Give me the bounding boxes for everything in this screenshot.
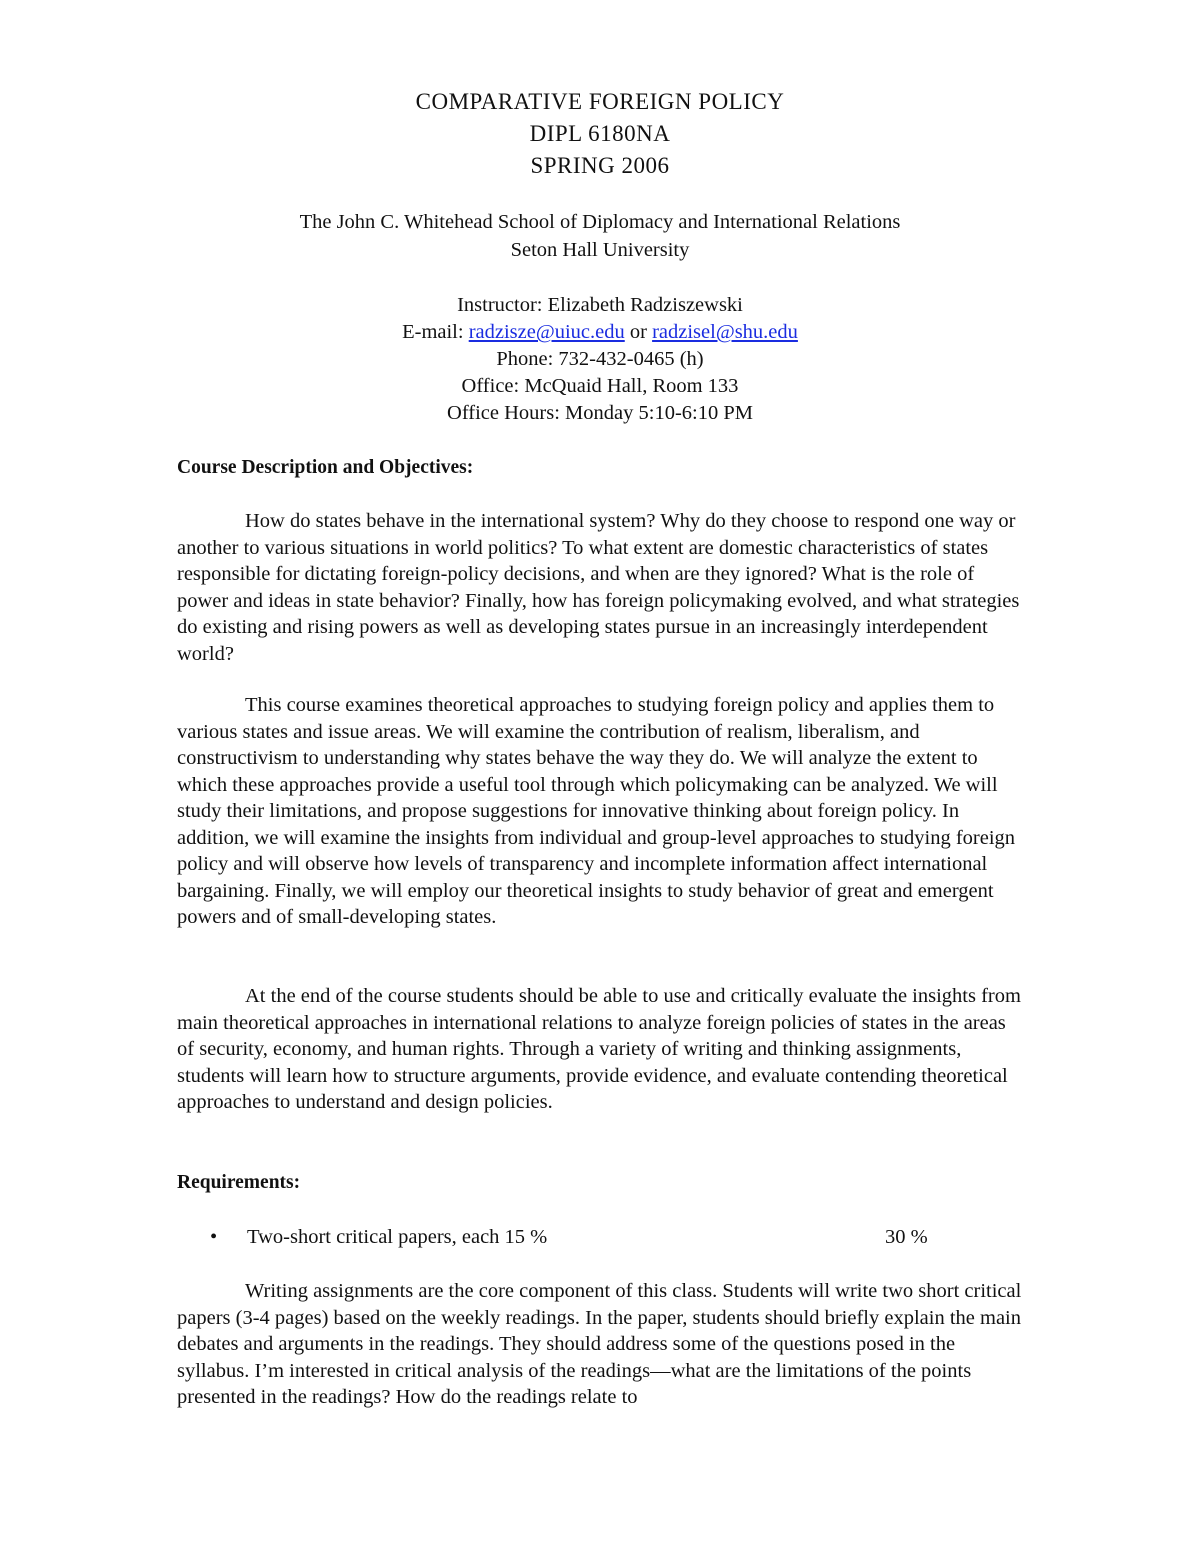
email-link-uiuc[interactable]: radzisze@uiuc.edu — [468, 321, 625, 343]
school-name: The John C. Whitehead School of Diplomacy and International Relations — [299, 211, 901, 233]
university-name: Seton Hall University — [510, 239, 690, 261]
bullet-icon: • — [210, 1226, 218, 1248]
description-paragraph-2: This course examines theoretical approaches to studying foreign policy and applies them to various states and issue areas. We will examine the contribution of realism, liberalism, and constructivism to understanding why states behave the way they do. We will analyze the extent to which these approaches provide a useful tool through which policymaking can be analyzed. We will study their limitations, and propose suggestions for innovative thinking about foreign policy. In addition, we will examine the insights from individual and group-level approaches to studying foreign policy and will observe how levels of transparency and incomplete information affect international bargaining. Finally, we will employ our theoretical insights to study behavior of great and emergent powers and of small-developing states. — [177, 694, 1016, 928]
course-header — [0, 86, 1200, 182]
description-paragraph-1: How do states behave in the international system? Why do they choose to respond one way or another to various situations in world politics? To what extent are domestic characteristics of states responsible for dictating foreign-policy decisions, and when are they ignored? What is the role of power and ideas in state behavior? Finally, how has foreign policymaking evolved, and what strategies do existing and rising powers as well as developing states pursue in an increasingly interdependent world? — [177, 510, 1020, 665]
email-link-shu[interactable]: radzisel@shu.edu — [652, 321, 798, 343]
email-line — [0, 319, 1200, 346]
instructor-name: Instructor: Elizabeth Radziszewski — [457, 294, 743, 316]
office-line: Office: McQuaid Hall, Room 133 — [461, 375, 739, 397]
description-heading: Course Description and Objectives: — [177, 457, 474, 478]
phone-line: Phone: 732-432-0465 (h) — [496, 348, 704, 370]
requirements-heading: Requirements: — [177, 1172, 301, 1193]
email-prefix: E-mail: — [402, 321, 469, 343]
description-paragraph-3: At the end of the course students should be able to use and critically evaluate the insights from main theoretical approaches in international relations to analyze foreign policies of states in the areas of security, economy, and human rights. Through a variety of writing and thinking assignments, students will learn how to structure arguments, provide evidence, and evaluate contending theoretical approaches to understand and design policies. — [177, 985, 1021, 1113]
office-hours-line: Office Hours: Monday 5:10-6:10 PM — [447, 402, 753, 424]
requirements-paragraph: Writing assignments are the core component of this class. Students will write two short critical papers (3-4 pages) based on the weekly readings. In the paper, students should briefly explain the main debates and arguments in the readings. They should address some of the questions posed in the syllabus. I’m interested in critical analysis of the readings—what are the limitations of the points presented in the readings? How do the readings relate to — [177, 1280, 1022, 1408]
requirement-weight: 30 % — [885, 1226, 928, 1248]
course-title: COMPARATIVE FOREIGN POLICY — [415, 89, 785, 114]
email-or: or — [624, 321, 653, 343]
instructor-contact — [0, 292, 1200, 427]
course-term: SPRING 2006 — [530, 153, 670, 178]
school-info — [0, 208, 1200, 264]
course-code: DIPL 6180NA — [529, 121, 671, 146]
requirement-label: Two-short critical papers, each 15 % — [247, 1226, 548, 1248]
